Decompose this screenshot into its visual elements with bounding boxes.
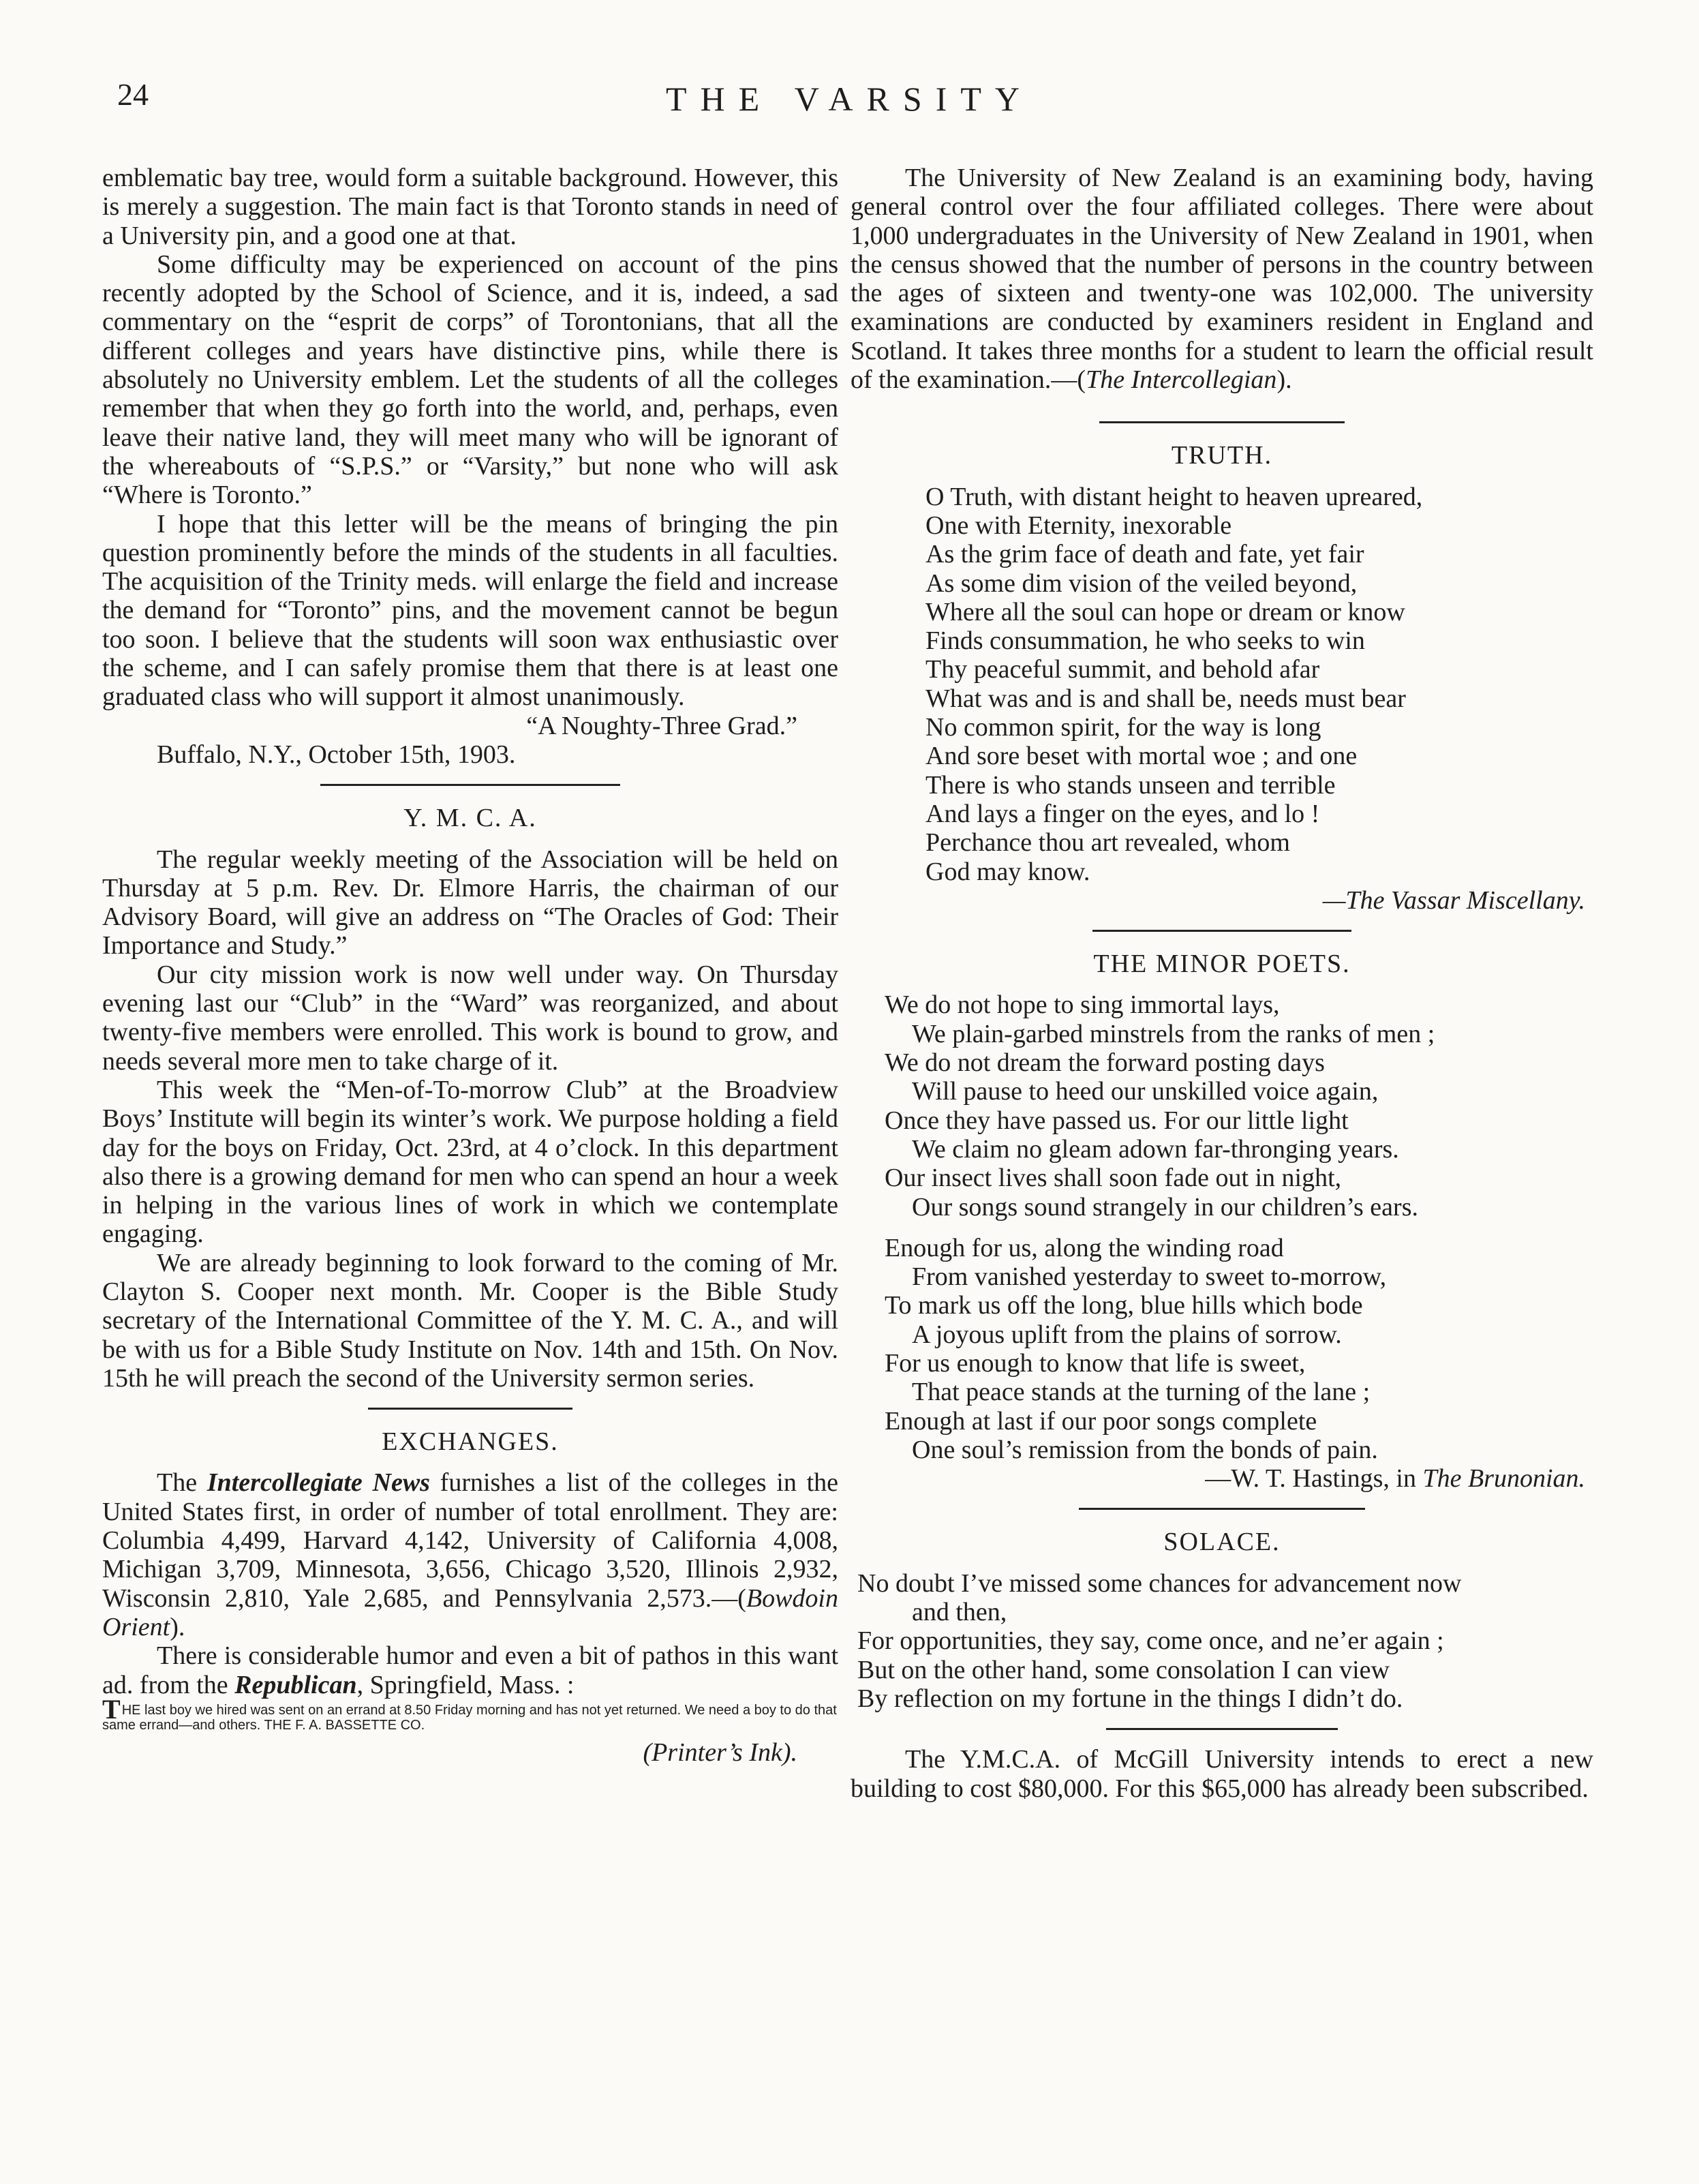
poem-line: Our insect lives shall soon fade out in night,: [885, 1164, 1342, 1193]
left-column: [102, 164, 838, 1767]
ymca-paragraph: This week the “Men-of-To-morrow Club” at the Broadview Boys’ Institute will begin its winter’s work. We purpose holding a field day for the boys on Friday, Oct. 23rd, at 4 o’clock. In this department also there is a growing demand for men who can spend an hour a week in helping in the various lines of work in which we contemplate engaging.: [102, 1075, 838, 1249]
poem-line: As some dim vision of the veiled beyond,: [925, 568, 1358, 598]
poem-line: Perchance thou art revealed, whom: [925, 828, 1290, 858]
ymca-paragraph: The regular weekly meeting of the Association will be held on Thursday at 5 p.m. Rev. Dr. Elmore Harris, the chairman of our Advisory Board, will give an address on “The Oracles of God: Their Importance and Study.”: [102, 845, 838, 960]
exchanges-paragraph: The Intercollegiate News furnishes a list of the colleges in the United States first, in order of number of total enrollment. They are: Columbia 4,499, Harvard 4,142, University of California 4,008, Michigan 3,709, Minnesota, 3,656, Chicago 3,520, Illinois 2,932, Wisconsin 2,810, Yale 2,685, and Pennsylvania 2,573.—(Bowdoin Orient).: [102, 1468, 839, 1641]
letter-signature: “A Noughty-Three Grad.”: [526, 711, 797, 740]
section-divider: [1079, 1508, 1365, 1510]
poem-line: We claim no gleam adown far-thronging years.: [912, 1134, 1399, 1164]
minor-poets-stanza: [851, 1234, 1593, 1464]
ymca-paragraph: We are already beginning to look forward to the coming of Mr. Clayton S. Cooper next month. Mr. Cooper is the Bible Study secretary of the International Committee of the Y. M. C. A., and will be with us for a Bible Study Institute on Nov. 14th and 15th. On Nov. 15th he will preach the second of the University sermon series.: [102, 1248, 838, 1393]
poem-line: By reflection on my fortune in the things I didn’t do.: [857, 1684, 1403, 1713]
letter-paragraph: Some difficulty may be experienced on account of the pins recently adopted by the School of Science, and it is, indeed, a sad commentary on the “esprit de corps” of Torontonians, that all the different colleges and years have distinctive pins, while there is absolutely no University emblem. Let the students of all the colleges remember that when they go forth into the world, and, perhaps, even leave their native land, they will meet many who will be ignorant of the whereabouts of “S.P.S.” or “Varsity,” but none who will ask “Where is Toronto.”: [102, 249, 838, 510]
poem-line: A joyous uplift from the plains of sorrow.: [912, 1320, 1342, 1349]
want-ad-clipping: THE last boy we hired was sent on an errand at 8.50 Friday morning and has not yet returned. We need a boy to do that same errand—and others. THE F. A. BASSETTE CO.: [102, 1693, 837, 1733]
solace-poem: [851, 1569, 1593, 1713]
poem-line: Once they have passed us. For our little light: [885, 1106, 1349, 1135]
section-divider: [1092, 930, 1351, 932]
poem-line: One with Eternity, inexorable: [925, 511, 1232, 540]
truth-poem: [851, 483, 1593, 886]
minor-poets-heading: THE MINOR POETS.: [1093, 950, 1351, 979]
exchanges-paragraph: There is considerable humor and even a bit of pathos in this want ad. from the Republican, Springfield, Mass. :: [102, 1641, 838, 1699]
letter-paragraph: emblematic bay tree, would form a suitable background. However, this is merely a suggestion. The main fact is that Toronto stands in need of a University pin, and a good one at that.: [102, 164, 838, 250]
minor-poets-attribution: —W. T. Hastings, in The Brunonian.: [1205, 1464, 1585, 1493]
poem-line: Will pause to heed our unskilled voice again,: [912, 1077, 1379, 1106]
poem-line: No common spirit, for the way is long: [925, 713, 1321, 742]
poem-line: For us enough to know that life is sweet,: [885, 1348, 1306, 1378]
poem-line: And sore beset with mortal woe ; and one: [925, 742, 1358, 771]
poem-line: One soul’s remission from the bonds of pain.: [912, 1435, 1378, 1464]
section-divider: [1106, 1728, 1338, 1730]
right-column: [851, 164, 1593, 1803]
poem-line: To mark us off the long, blue hills which bode: [885, 1291, 1363, 1320]
poem-line: We do not hope to sing immortal lays,: [885, 990, 1280, 1020]
mcgill-paragraph: The Y.M.C.A. of McGill University intends to erect a new building to cost $80,000. For this $65,000 has already been subscribed.: [851, 1745, 1593, 1803]
exchanges-heading: EXCHANGES.: [382, 1427, 559, 1457]
ad-credit: (Printer’s Ink).: [643, 1738, 797, 1767]
section-divider: [320, 784, 620, 786]
poem-line: We plain-garbed minstrels from the ranks of men ;: [912, 1019, 1435, 1048]
poem-line: But on the other hand, some consolation I can view: [857, 1655, 1390, 1684]
poem-line: And lays a finger on the eyes, and lo !: [925, 799, 1320, 828]
new-zealand-paragraph: The University of New Zealand is an examining body, having general control over the four affiliated colleges. There were about 1,000 undergraduates in the University of New Zealand in 1901, when the census showed that the number of persons in the country between the ages of sixteen and twenty-one was 102,000. The university examinations are conducted by examiners resident in England and Scotland. It takes three months for a student to learn the official result of the examination.—(The Intercollegian).: [851, 164, 1593, 395]
solace-heading: SOLACE.: [1163, 1528, 1281, 1557]
poem-line: God may know.: [925, 857, 1090, 886]
poem-line: O Truth, with distant height to heaven upreared,: [925, 482, 1423, 511]
poem-line: For opportunities, they say, come once, and ne’er again ;: [857, 1626, 1444, 1656]
poem-line: Enough for us, along the winding road: [885, 1233, 1284, 1262]
ymca-heading: Y. M. C. A.: [403, 804, 537, 833]
section-divider: [368, 1408, 572, 1410]
poem-line: No doubt I’ve missed some chances for advancement now: [857, 1568, 1462, 1598]
poem-line: That peace stands at the turning of the lane ;: [912, 1378, 1371, 1407]
letter-place-date: Buffalo, N.Y., October 15th, 1903.: [157, 740, 516, 769]
poem-line: Where all the soul can hope or dream or know: [925, 597, 1405, 626]
poem-line: From vanished yesterday to sweet to-morrow,: [912, 1262, 1387, 1292]
poem-line: What was and is and shall be, needs must bear: [925, 684, 1406, 713]
poem-line: As the grim face of death and fate, yet fair: [925, 540, 1364, 569]
truth-heading: TRUTH.: [1171, 441, 1273, 470]
minor-poets-stanza: [851, 990, 1593, 1221]
page-number: 24: [117, 77, 149, 112]
section-divider: [1099, 421, 1345, 423]
poem-line: and then,: [912, 1598, 1007, 1627]
poem-line: There is who stands unseen and terrible: [925, 770, 1336, 800]
ymca-paragraph: Our city mission work is now well under way. On Thursday evening last our “Club” in the “Ward” was reorganized, and about twenty-five members were enrolled. This work is bound to grow, and needs several more men to take charge of it.: [102, 960, 838, 1076]
letter-paragraph: I hope that this letter will be the means of bringing the pin question prominently before the minds of the students in all faculties. The acquisition of the Trinity meds. will enlarge the field and increase the demand for “Toronto” pins, and the movement cannot be begun too soon. I believe that the students will soon wax enthusiastic over the scheme, and I can safely promise them that there is at least one graduated class who will support it almost unanimously.: [102, 509, 838, 712]
poem-line: Enough at last if our poor songs complete: [885, 1406, 1317, 1436]
masthead-title: THE VARSITY: [665, 80, 1034, 118]
poem-line: Finds consummation, he who seeks to win: [925, 626, 1365, 656]
poem-line: Our songs sound strangely in our children’s ears.: [912, 1192, 1418, 1222]
truth-attribution: —The Vassar Miscellany.: [1322, 885, 1585, 915]
poem-line: We do not dream the forward posting days: [885, 1048, 1325, 1078]
poem-line: Thy peaceful summit, and behold afar: [925, 655, 1320, 684]
